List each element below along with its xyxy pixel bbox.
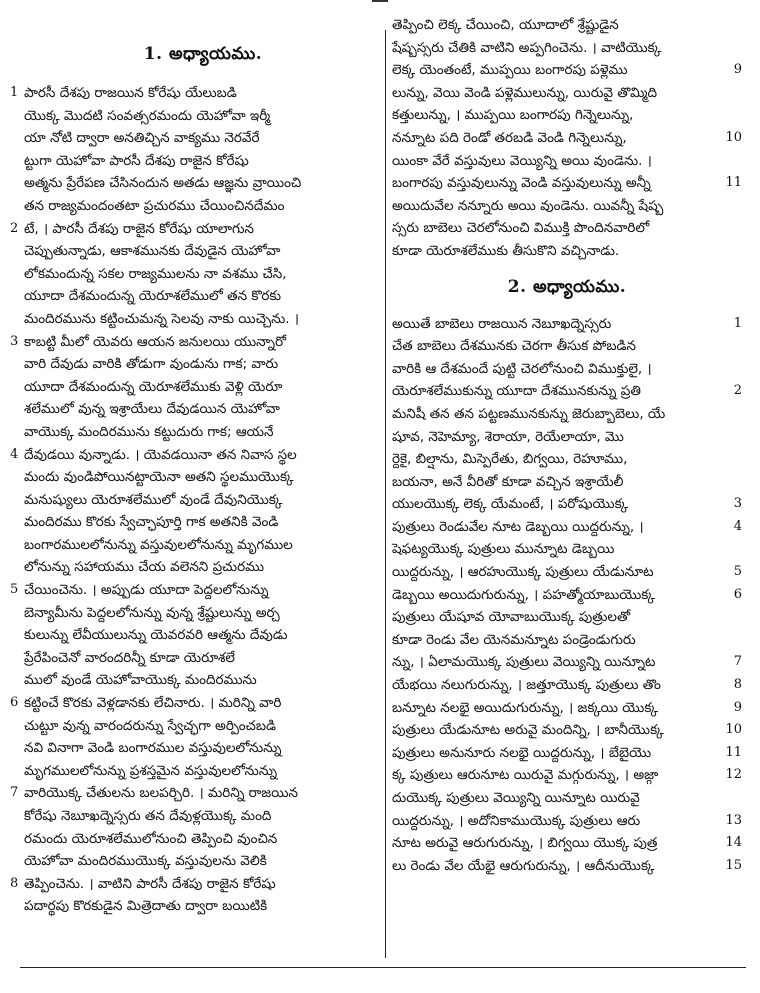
verse-text: యూదా దేశమందున్న యెరూశలేములో తన కొరకు: [24, 288, 282, 305]
text-line: [392, 59, 742, 82]
text-line: [24, 737, 382, 760]
text-line: [24, 760, 382, 783]
verse-text: యులయొక్క లెక్క యేమంటే, । పరోషుయొక్క: [392, 496, 629, 513]
verse-text: మందు వుండిపోయినట్టాయెనా అతని స్థలముయొక్క: [24, 469, 294, 486]
text-line: [24, 647, 382, 670]
text-line: [392, 697, 742, 720]
verse-text: కులున్ను లేవీయులున్ను యెవరవరి ఆత్మను దేవుడు: [24, 627, 288, 644]
verse-text: లెక్క యెంతంటే, ముప్పయి బంగారపు పళ్లెము: [392, 62, 628, 79]
verse-text: వారికి ఆ దేశమందే పుట్టి చెరలోనుంచి విముక్తులై, ।: [392, 360, 652, 377]
verse-text: యెరూశలేముకున్ను యూదా దేశమునకున్ను ప్రతి: [392, 383, 641, 400]
text-line: [24, 511, 382, 534]
text-line: [24, 150, 382, 173]
text-line: [392, 674, 742, 697]
text-line: [24, 805, 382, 828]
text-line: [392, 240, 742, 263]
verse-text: అయిదువేల నన్నూరు అయి వుండెను. యివన్నీ షేష్బ: [392, 197, 664, 214]
text-line: [392, 150, 742, 173]
verse-text: పుత్రులు అనునూరు నలభై యిద్దరున్ను, । బేబైయొ: [392, 744, 652, 761]
verse-text: పారసీ దేశపు రాజయిన కోరేషు యేలుబడి: [24, 85, 237, 101]
text-line: [392, 358, 742, 381]
verse-text: దేవుడయి వున్నాడు. । యెవడయినా తన నివాస స్థల: [24, 446, 297, 463]
verse-text: కట్టించే కొరకు వెళ్లడానకు లేచినారు. । మరిన్ని వారి: [24, 695, 282, 712]
verse-text: చుట్టూ వున్న వారందరున్ను స్వేచ్ఛగా అర్పించబడి: [24, 717, 276, 734]
verse-text: అయితే బాబెలు రాజయిన నెబూఖద్నెస్సరు: [392, 315, 612, 332]
verse-text: చెప్పుతున్నాడు, ఆకాశమునకు దేవుడైన యెహోవా: [24, 243, 281, 260]
text-line: [392, 217, 742, 240]
verse-text: వారియొక్క చేతులను బలపర్చిరి. । మరిన్ని రాజయిన: [24, 785, 299, 802]
text-line: [392, 104, 742, 127]
text-line: [392, 516, 742, 539]
text-line: [392, 82, 742, 105]
verse-text: క్క పుత్రులు ఆరునూట యిరువై మగ్గురున్ను, । అజ్గా: [392, 767, 659, 784]
text-line: [24, 353, 382, 376]
text-line: [24, 534, 382, 557]
verse-number: 4: [10, 446, 19, 462]
verse-text: కోరేషు నెబూఖద్నెస్సరు తన దేవుళ్లయొక్క మంది: [24, 808, 272, 824]
text-line: [392, 561, 742, 584]
text-line: [24, 828, 382, 851]
text-line: [24, 285, 382, 308]
text-line: [24, 602, 382, 625]
verse-number: 3: [10, 333, 19, 349]
verse-text: బయనా, అనే వీరితో కూడా వచ్చిన ఇశ్రాయేలీ: [392, 473, 624, 490]
text-line: [10, 873, 382, 896]
verse-text: చేత బాబెలు దేశమునకు చెరగా తీసుక పోబడిన: [392, 338, 636, 355]
text-line: [392, 380, 742, 403]
verse-number: 7: [733, 654, 742, 670]
verse-number: 10: [725, 722, 742, 738]
verse-text: స్సరు బాబెలు చెరలోనుంచి విముక్తి పొందినవారిలో: [392, 220, 650, 237]
text-line: [392, 629, 742, 652]
verse-text: నవి వినాగా వెండి బంగారముల వస్తువులలోనున్ను: [24, 740, 282, 757]
verse-text: అత్మను ప్రేరేపణ చేసినందున అతడు ఆజ్ఞను వ్రాయించి: [24, 175, 302, 192]
verse-text: షూవ, నెహెమ్యా, శెరాయా, రెయేలాయా, మొ: [392, 428, 624, 445]
verse-text: పుత్రులు రెండువేల నూట డెబ్బయి యిద్దరున్ను, ।: [392, 518, 644, 535]
text-line: [24, 308, 382, 331]
verse-text: యిద్దరున్ను, । అదోనికాముయొక్క పుత్రులు ఆరు: [392, 812, 641, 829]
verse-text: లు రెండు వేల యేభై ఆరుగురున్ను, । ఆదీనుయొక్క: [392, 857, 655, 874]
verse-number: 2: [733, 383, 742, 399]
verse-text: టే, । పారసీ దేశపు రాజైన కోరేషు యాలాగున: [24, 220, 254, 237]
text-line: [10, 579, 382, 602]
text-line: [24, 556, 382, 579]
verse-text: కూడా రెండు వేల యెనమన్నూట పండ్రెండుగురు: [392, 631, 636, 648]
verse-text: ములో వుండే యెహోవాయొక్క మందిరమును: [24, 672, 257, 689]
verse-text: మందిరము కొరకు స్వేచ్ఛాపూర్తి గాక అతనికి వెండి: [24, 514, 279, 531]
text-line: [392, 448, 742, 471]
verse-text: లోకమందున్న సకల రాజ్యములను నా వశము చేసి,: [24, 265, 287, 282]
verse-text: దుయొక్క పుత్రులు వెయ్యిన్ని యిన్నూట యిరువై: [392, 790, 640, 806]
verse-text: ట్టుగా యెహోవా పారసీ దేశపు రాజైన కోరేషు: [24, 152, 249, 169]
chapter-1-text: [10, 82, 382, 918]
text-line: [392, 37, 742, 60]
verse-text: బంగారములలోనున్ను వస్తువులలోనున్ను మృగముల: [24, 536, 293, 553]
verse-text: బంగారపు వస్తువులున్ను వెండి వస్తువులున్ను అన్నీ: [392, 175, 651, 192]
chapter-1-heading: 1. అధ్యాయము.: [143, 44, 263, 64]
verse-text: మందిరమును కట్టించుమన్న సెలవు నాకు యిచ్చెను. ।: [24, 310, 300, 327]
text-line: [10, 218, 382, 241]
text-line: [24, 489, 382, 512]
verse-text: నన్నూట పది రెండో తరబడి వెండి గిన్నెలున్ను,: [392, 129, 627, 146]
text-line: [24, 240, 382, 263]
verse-text: తెప్పించి లెక్క చేయించి, యూదాలో శ్రేష్టుడైన: [392, 17, 619, 33]
verse-number: 11: [725, 175, 742, 191]
text-line: [24, 172, 382, 195]
verse-number: 6: [733, 586, 742, 602]
verse-text: నూట అరువై ఆరుగురున్ను, । బిగ్వయి యొక్క పుత్ర: [392, 835, 658, 852]
text-line: [24, 421, 382, 444]
verse-text: చేయించెను. । అప్పుడు యూదా పెద్దలలోనున్ను: [24, 582, 269, 599]
chapter-1-continuation: [392, 14, 742, 263]
text-line: [392, 538, 742, 561]
verse-text: న్ను, । ఏలామయొక్క పుత్రులు వెయ్యిన్ని యిన్నూట: [392, 654, 656, 671]
text-line: [24, 376, 382, 399]
verse-number: 10: [725, 129, 742, 145]
text-line: [392, 787, 742, 810]
text-line: [24, 715, 382, 738]
text-line: [24, 895, 382, 918]
verse-text: లున్ను, వెయి వెండి పళ్లెములున్ను, యిరువై తొమ్మిది: [392, 84, 658, 101]
text-line: [392, 335, 742, 358]
text-line: [392, 651, 742, 674]
text-line: [392, 606, 742, 629]
text-line: [392, 127, 742, 150]
verse-number: 7: [10, 785, 19, 801]
text-line: [24, 263, 382, 286]
verse-text: లోనున్ను సహాయము చేయ వలెనని ప్రచురము: [24, 559, 265, 576]
verse-text: పుత్రులు యేడునూట అరువై మందిన్ని, । బానీయొక్క: [392, 722, 664, 739]
text-line: [10, 331, 382, 354]
right-column: [392, 14, 742, 877]
verse-text: యొక్క మొదటి సంవత్సరమందు యెహోవా ఇర్మీ: [24, 107, 271, 124]
text-line: [392, 719, 742, 742]
verse-text: ర్దెకై, బిల్షాను, మిస్పెరేతు, బిగ్వయి, రెహూము,: [392, 451, 628, 468]
bottom-rule: [20, 967, 746, 968]
text-line: [392, 584, 742, 607]
verse-number: 11: [725, 744, 742, 760]
text-line: [24, 195, 382, 218]
text-line: [392, 172, 742, 195]
verse-text: వారి దేవుడు వారికి తోడుగా వుండును గాక; వారు: [24, 356, 279, 373]
verse-number: 13: [725, 812, 742, 828]
text-line: [10, 692, 382, 715]
page-top-mark: [372, 0, 388, 6]
verse-text: కత్తులున్ను, । ముప్పయి బంగారపు గిన్నెలున్ను,: [392, 107, 634, 124]
text-line: [392, 855, 742, 878]
text-line: [392, 14, 742, 37]
verse-number: 8: [733, 677, 742, 693]
chapter-2-text: [392, 313, 742, 878]
text-line: [24, 669, 382, 692]
verse-number: 5: [10, 582, 19, 598]
verse-text: కాబట్టి మీలో యెవరు ఆయన జనులయి యున్నారో: [24, 333, 286, 350]
verse-text: కూడా యెరూశలేముకు తీసుకొని వచ్చినాడు.: [392, 242, 620, 259]
verse-number: 15: [725, 857, 742, 873]
verse-text: యెహోవా మందిరముయొక్క వస్తువులను వెలికి: [24, 853, 267, 870]
verse-text: బన్నూట నలభై అయిదుగురున్ను, । జక్కయి యొక్క: [392, 699, 658, 716]
verse-number: 14: [725, 835, 742, 851]
text-line: [24, 105, 382, 128]
left-column: [10, 14, 382, 918]
text-line: [392, 810, 742, 833]
verse-number: 5: [733, 564, 742, 580]
chapter-2-heading: 2. అధ్యాయము.: [507, 276, 627, 297]
verse-text: పుత్రులు యేషూవ యోవాబుయొక్క పుత్రులతో: [392, 609, 631, 626]
verse-text: యేభయి నలుగురున్ను, । జత్తూయొక్క పుత్రులు తొం: [392, 677, 661, 694]
verse-text: ప్రేరేపించెనో వారందరిన్నీ కూడా యెరూశలే: [24, 649, 235, 666]
text-line: [10, 444, 382, 467]
text-line: [24, 624, 382, 647]
verse-number: 9: [733, 699, 742, 715]
verse-text: యింకా వేరే వస్తువులు వెయ్యిన్ని అయి వుండెను. ।: [392, 152, 652, 169]
verse-text: మృగములలోనున్ను ప్రశస్తమైన వస్తువులలోనున్ను: [24, 762, 278, 779]
verse-text: షెఫట్యయొక్క పుత్రులు మున్నూట డెబ్బయి: [392, 541, 615, 558]
text-line: [392, 471, 742, 494]
verse-text: పదార్థపు కొరకుడైన మిత్రెదాతు ద్వారా బయిటికి: [24, 898, 268, 915]
verse-text: షేష్బస్సరు చేతికి వాటిని అప్పగించెను. । వాటియొక్క: [392, 39, 662, 56]
text-line: [10, 782, 382, 805]
text-line: [24, 466, 382, 489]
text-line: [392, 764, 742, 787]
text-line: [392, 426, 742, 449]
verse-text: రమందు యెరూశలేములోనుంచి తెప్పించి వుంచిన: [24, 830, 278, 847]
verse-number: 1: [733, 315, 742, 331]
verse-text: మనుష్యులు యెరూశలేములో వుండే దేవునియొక్క: [24, 491, 283, 508]
verse-text: యిద్దరున్ను, । ఆరహుయొక్క పుత్రులు యేడునూట: [392, 564, 654, 581]
verse-text: డెబ్బయి అయిదుగురున్ను, । పహత్మోయాబుయొక్క: [392, 586, 655, 603]
verse-number: 6: [10, 695, 19, 711]
verse-number: 2: [10, 220, 19, 236]
verse-number: 8: [10, 875, 19, 891]
text-line: [392, 195, 742, 218]
verse-text: శలేములో వున్న ఇశ్రాయేలు దేవుడయిన యెహోవా: [24, 401, 280, 418]
verse-number: 12: [725, 767, 742, 783]
text-line: [392, 313, 742, 336]
verse-number: 4: [733, 518, 742, 534]
text-line: [392, 403, 742, 426]
column-divider: [385, 30, 386, 958]
text-line: [392, 832, 742, 855]
verse-text: యా నోటి ద్వారా అనతిచ్చిన వాక్యము నెరవేరే: [24, 130, 260, 147]
verse-text: బెన్యామీను పెద్దలలోనున్ను వున్న శ్రేష్టులున్ను అర్చ: [24, 604, 280, 621]
verse-text: తన రాజ్యమందంతటా ప్రచురము చేయించినదేమం: [24, 197, 285, 214]
verse-number: 1: [10, 85, 19, 100]
verse-text: తెప్పించెను. । వాటిని పారసీ దేశపు రాజైన కోరేషు: [24, 875, 276, 892]
verse-text: మనిషీ తన తన పట్టణమునకున్ను జెరుబ్బాబెలు, యే: [392, 405, 666, 422]
verse-number: 9: [733, 62, 742, 78]
text-line: [24, 127, 382, 150]
text-line: [392, 742, 742, 765]
verse-number: 3: [733, 496, 742, 512]
text-line: [392, 493, 742, 516]
text-line: [10, 82, 382, 105]
text-line: [24, 850, 382, 873]
text-line: [24, 398, 382, 421]
verse-text: వాయొక్క మందిరమును కట్టుదురు గాక; ఆయనే: [24, 423, 274, 440]
verse-text: యూదా దేశమందున్న యెరూశలేముకు వెళ్లి యెరూ: [24, 378, 283, 395]
